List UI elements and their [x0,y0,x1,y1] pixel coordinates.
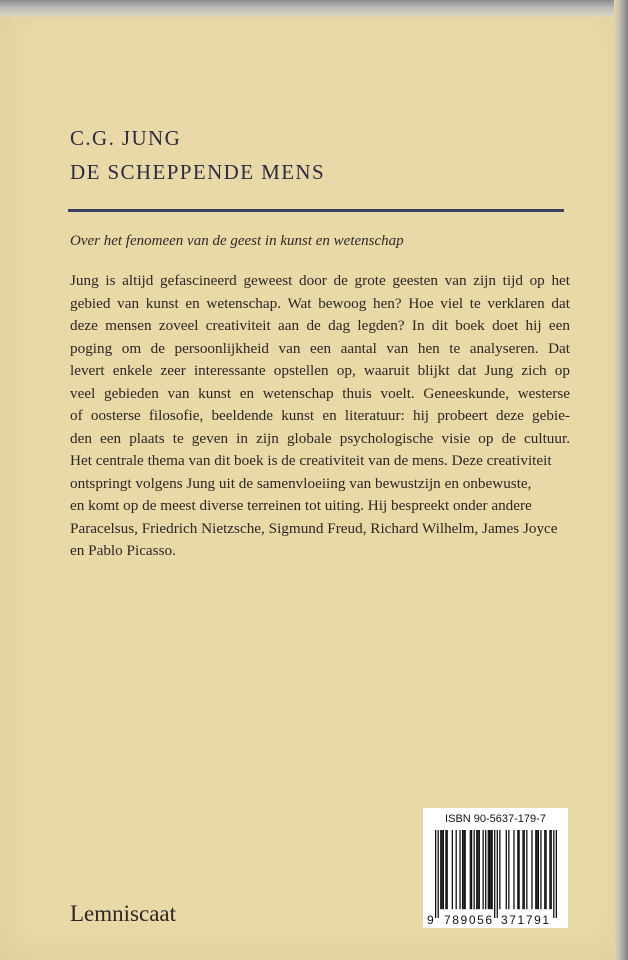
barcode-bar [513,830,514,909]
barcode-bar [471,830,472,909]
barcode-bar [506,830,507,909]
barcode-bar [556,830,557,918]
barcode-bar [438,830,439,918]
barcode-bar [518,830,519,909]
barcode-bar [508,830,509,909]
blurb-text [70,270,570,563]
barcode-bar [456,830,457,909]
book-subtitle: Over het fenomeen van de geest in kunst en wetenschap [70,233,404,249]
author-name: C.G. JUNG [70,126,182,150]
title-divider [68,209,564,212]
barcode-bar [545,830,546,909]
barcode-bar [441,830,442,909]
barcode-bar [463,830,464,909]
barcode-bar [489,830,490,909]
blurb-line: of oosterse filosofie, beeldende kunst en literatuur: hij probeert deze gebie- [70,407,570,424]
barcode-bar [462,830,463,909]
barcode-bar [447,830,448,909]
barcode-bar [435,830,436,918]
blurb-line: den een plaats te geven in zijn globale psychologische visie op de cultuur. [70,429,570,447]
barcode-bar [483,830,484,909]
barcode-bar [443,830,444,909]
book-title: DE SCHEPPENDE MENS [70,160,326,184]
barcode-bar [497,830,498,918]
ean-left-group: 789056 [444,913,494,927]
barcode-bar [474,830,475,909]
barcode-bar [531,830,532,909]
blurb-line: Het centrale thema van dit boek is de creativiteit van de mens. Deze creativiteit [70,452,552,469]
barcode-bar [524,830,525,909]
barcode-bar [536,830,537,909]
barcode-bar [522,830,523,909]
barcode-bar [492,830,493,909]
barcode-bar [517,830,518,909]
blurb-line: en komt op de meest diverse terreinen tot uiting. Hij bespreekt onder andere [70,497,532,514]
publisher-name: Lemniscaat [70,901,177,926]
page-edge-top [0,0,628,18]
isbn-label: ISBN 90-5637-179-7 [445,813,546,825]
blurb-line: poging om de persoonlijkheid van een aantal van hen te analyseren. Dat [70,339,570,357]
barcode-bar [494,830,495,918]
blurb-line: Jung is altijd gefascineerd geweest door de grote geesten van zijn tijd op het [70,272,570,289]
barcode-bar [477,830,478,909]
barcode-bar [535,830,536,909]
blurb-line: levert enkele zeer interessante opstellen op, waaruit blijkt dat Jung zich op [70,362,570,379]
barcode-bar [526,830,527,909]
barcode-bar [553,830,554,918]
barcode-bar [476,830,477,909]
barcode-bar [499,830,500,909]
blurb-line: en Pablo Picasso. [70,542,176,559]
barcode-bar [479,830,480,909]
barcode-bar [445,830,446,909]
barcode-bar [551,830,552,909]
blurb-line: ontspringt volgens Jung uit de samenvloeiing van bewustzijn en onbewuste, [70,474,532,492]
barcode-bar [470,830,471,909]
barcode-box [423,808,568,928]
barcode-bar [540,830,541,909]
barcode-bar [538,830,539,909]
barcode-bar [452,830,453,909]
blurb-line: Paracelsus, Friedrich Nietzsche, Sigmund Freud, Richard Wilhelm, James Joyce [70,519,558,537]
barcode-bar [459,830,460,909]
barcode-bar [440,830,441,909]
ean-right-group: 371791 [501,913,551,927]
page-edge-right [614,0,628,960]
barcode-bar [488,830,489,909]
blurb-line: deze mensen zoveel creativiteit aan de dag legden? In dit boek doet hij een [70,317,570,334]
barcode-bar [490,830,491,909]
barcode-bar [465,830,466,909]
barcode-icon [435,830,557,918]
blurb-line: gebied van kunst en wetenschap. Wat bewoog hen? Hoe viel te verklaren dat [70,294,570,312]
barcode-bar [549,830,550,909]
barcode-bar [485,830,486,909]
ean-first-digit: 9 [427,913,434,927]
blurb-line: veel gebieden van kunst en wetenschap thuis voelt. Geneeskunde, westerse [70,384,570,402]
barcode-bar [544,830,545,909]
